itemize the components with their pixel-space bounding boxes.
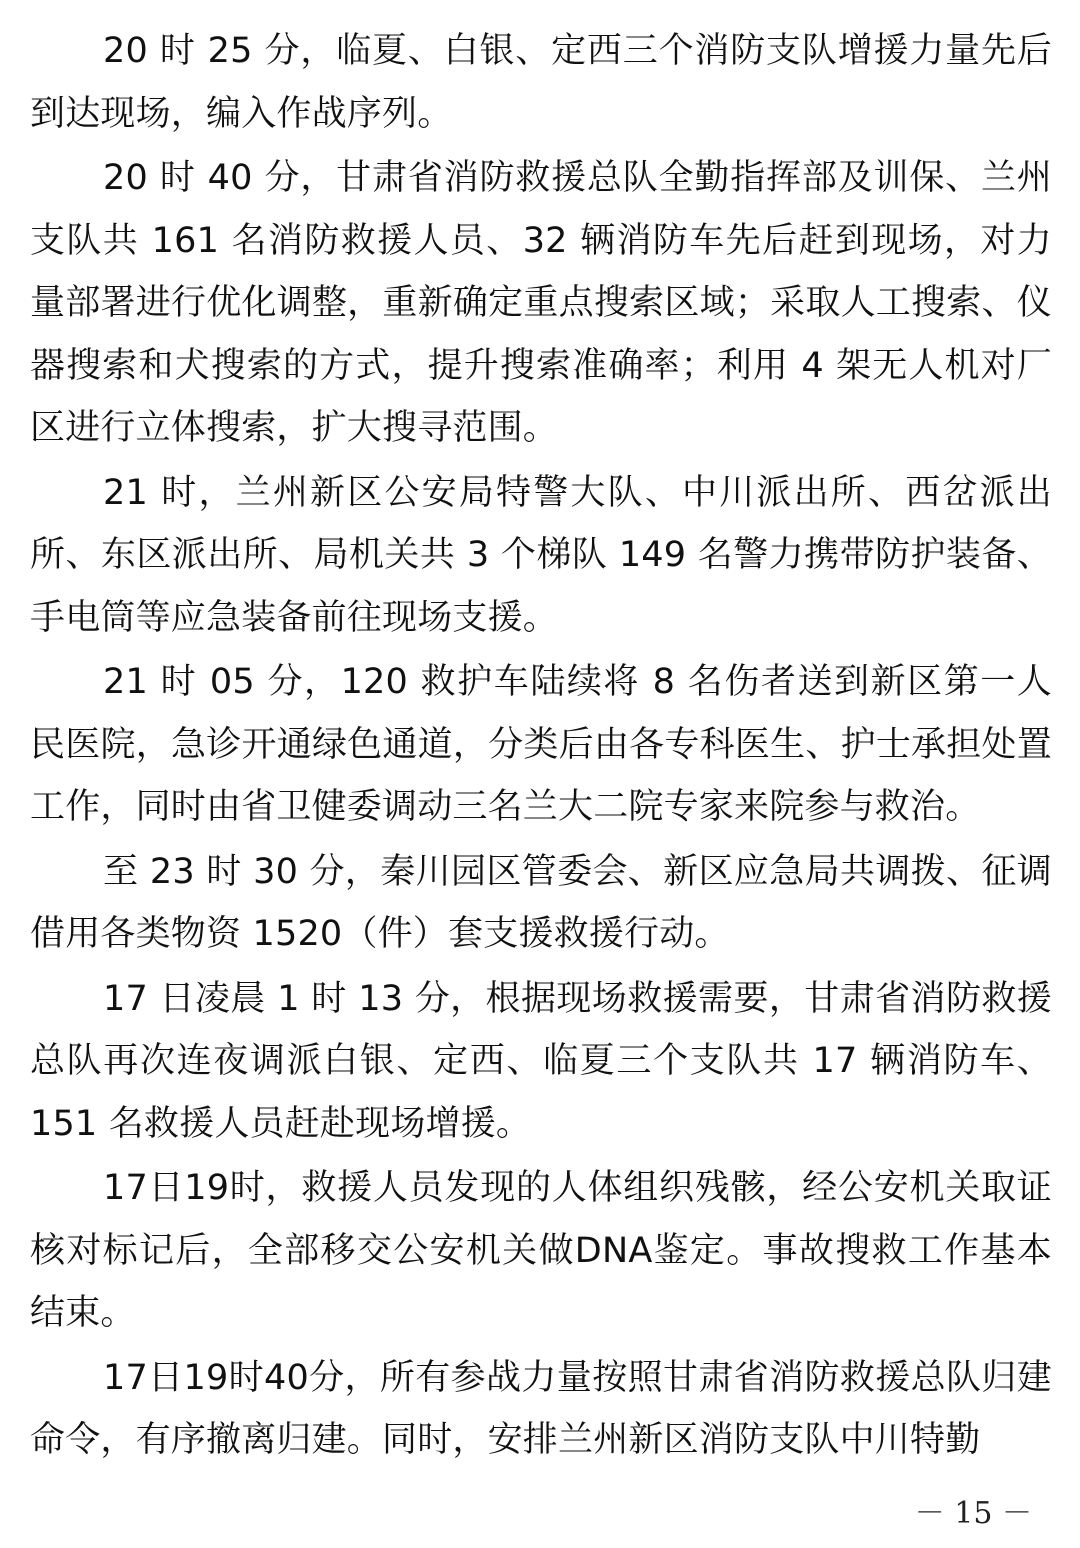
paragraph-2025-reinforcements: 20 时 25 分，临夏、白银、定西三个消防支队增援力量先后到达现场，编入作战序列。 [30,31,1052,134]
paragraph-17-1940-withdrawal: 17日19时40分，所有参战力量按照甘肃省消防救援总队归建命令，有序撤离归建。同时，安排兰州新区消防支队中川特勤 [30,1357,1052,1460]
paragraph-2105-ambulance: 21 时 05 分，120 救护车陆续将 8 名伤者送到新区第一人民医院，急诊开通绿色通道，分类后由各专科医生、护士承担处置工作，同时由省卫健委调动三名兰大二院专家来院参与救治。 [30,662,1052,827]
body-text [30,20,1052,1474]
paragraph-17-0113-reinforcement: 17 日凌晨 1 时 13 分，根据现场救援需要，甘肃省消防救援总队再次连夜调派白银、定西、临夏三个支队共 17 辆消防车、151 名救援人员赶赴现场增援。 [30,978,1052,1144]
paragraph-21-police-support: 21 时，兰州新区公安局特警大队、中川派出所、西岔派出所、东区派出所、局机关共 3 个梯队 149 名警力携带防护装备、手电筒等应急装备前往现场支援。 [30,472,1052,638]
page-number: － 15 － [914,1496,1032,1531]
paragraph-2040-provincial-corps: 20 时 40 分，甘肃省消防救援总队全勤指挥部及训保、兰州支队共 161 名消防救援人员、32 辆消防车先后赶到现场，对力量部署进行优化调整，重新确定重点搜索区域；采取人工搜索、仪器搜索和犬搜索的方式，提升搜索准确率；利用 4 架无人机对厂区进行立体搜索，扩大搜寻范围。 [30,158,1052,448]
paragraph-2330-materials: 至 23 时 30 分，秦川园区管委会、新区应急局共调拨、征调借用各类物资 1520（件）套支援救援行动。 [30,851,1052,954]
paragraph-17-19-search-end: 17日19时，救援人员发现的人体组织残骸，经公安机关取证核对标记后，全部移交公安机关做DNA鉴定。事故搜救工作基本结束。 [30,1168,1052,1333]
